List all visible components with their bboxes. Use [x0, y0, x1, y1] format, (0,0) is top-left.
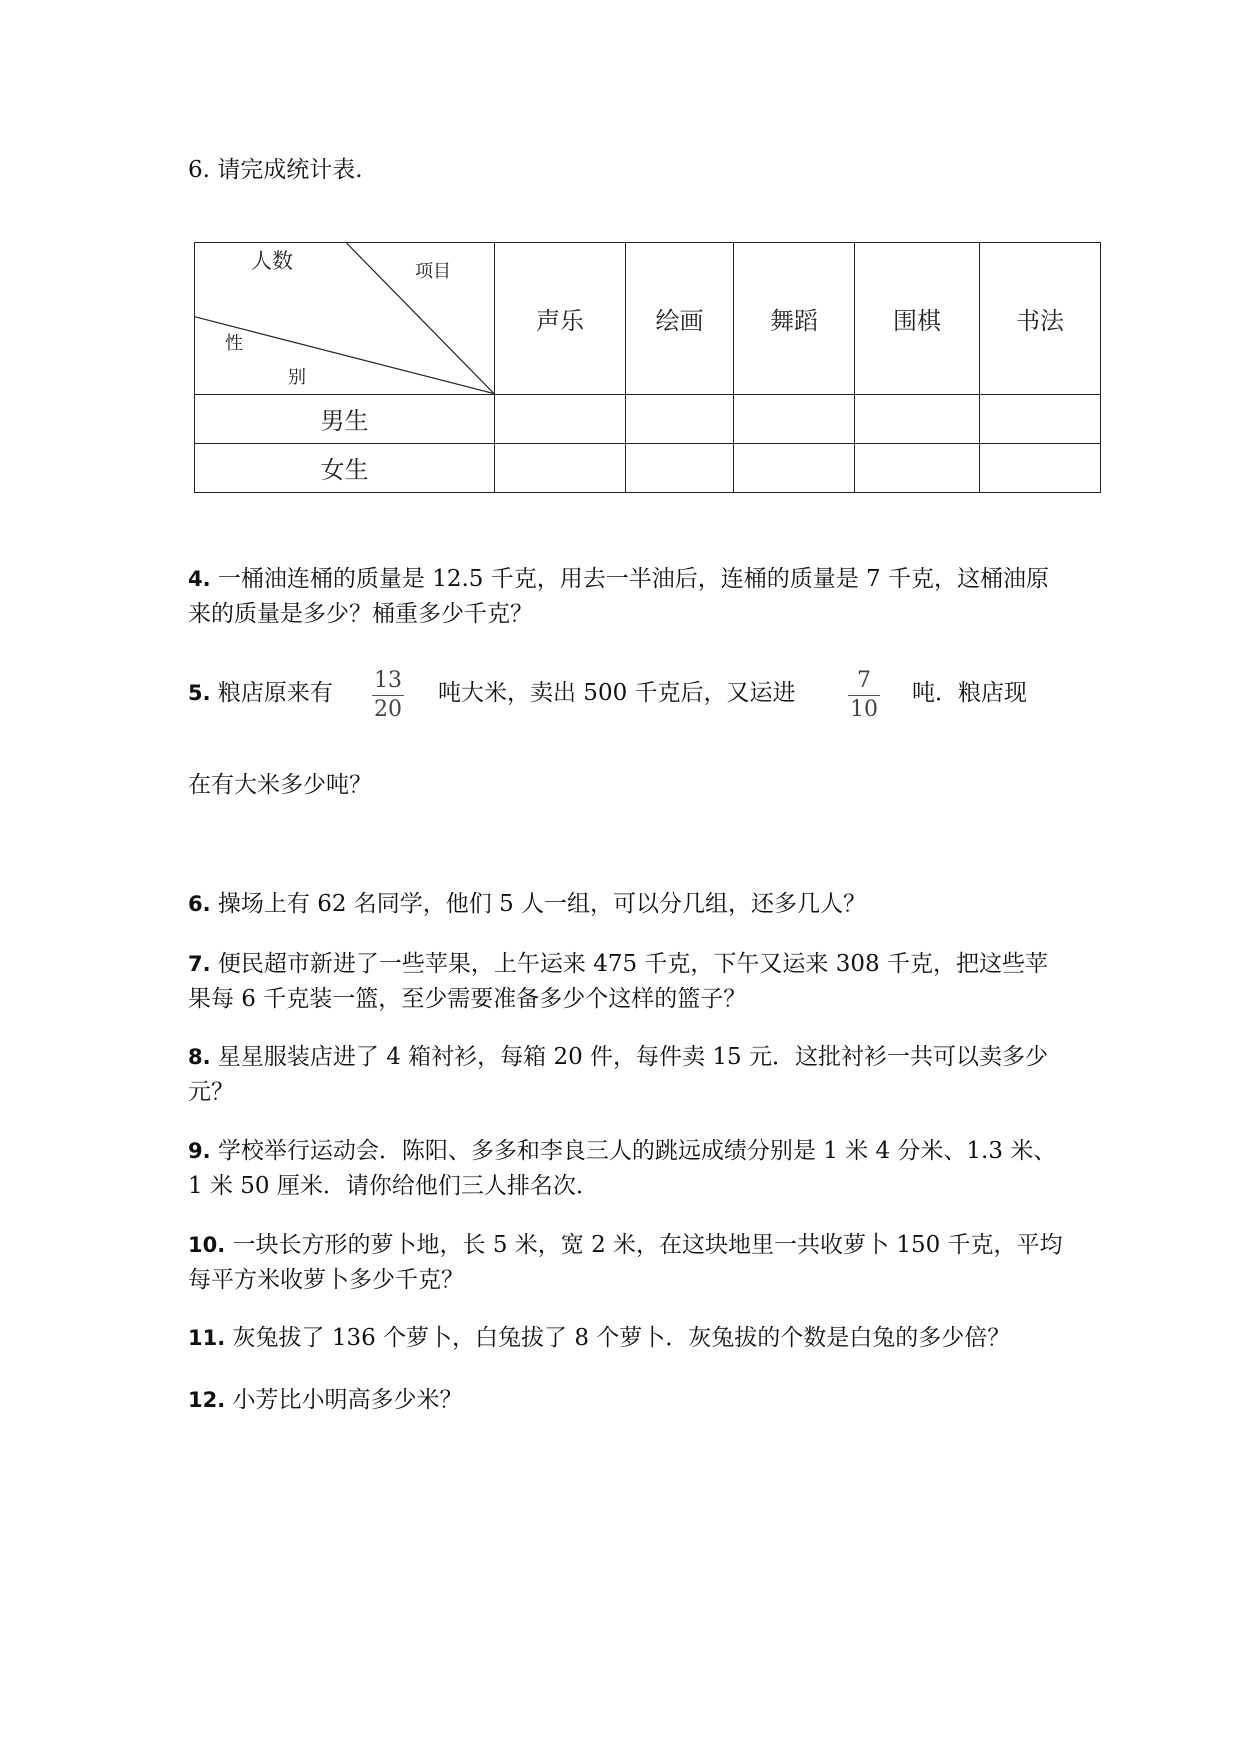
- question-number: 4.: [188, 567, 211, 591]
- corner-label-people: 人数: [251, 249, 293, 273]
- question-text-part: 在有大米多少吨？: [188, 772, 372, 798]
- question-text-part: 粮店原来有: [217, 680, 333, 706]
- row-header: 女生: [195, 443, 495, 492]
- column-header: 绘画: [626, 243, 734, 395]
- column-header: 围棋: [855, 243, 980, 395]
- question-number: 8.: [188, 1045, 211, 1069]
- fraction-7-10: [848, 668, 880, 723]
- question-7: [188, 947, 1068, 1017]
- table-row: [195, 394, 1101, 443]
- row-header: 男生: [195, 394, 495, 443]
- fraction-numerator: 13: [374, 668, 402, 693]
- blank-cell[interactable]: [980, 443, 1101, 492]
- question-number: 6.: [188, 892, 211, 916]
- fraction-13-20: [372, 668, 404, 723]
- question-9: [188, 1134, 1068, 1204]
- question-text-part: 吨大米，卖出 500 千克后，又运进: [438, 680, 796, 706]
- table-row: [195, 443, 1101, 492]
- fraction-denominator: 10: [850, 697, 878, 722]
- blank-cell[interactable]: [734, 394, 855, 443]
- question-text: 一桶油连桶的质量是 12.5 千克，用去一半油后，连桶的质量是 7 千克，这桶油原来的质量是多少？桶重多少千克？: [188, 566, 1049, 627]
- question-text: 星星服装店进了 4 箱衬衫，每箱 20 件，每件卖 15 元．这批衬衫一共可以卖多少元？: [188, 1044, 1048, 1105]
- corner-label-item: 项目: [415, 261, 451, 282]
- blank-cell[interactable]: [626, 443, 734, 492]
- question-5-lead: [188, 676, 333, 711]
- blank-cell[interactable]: [626, 394, 734, 443]
- statistics-question-title: 6. 请完成统计表.: [188, 157, 363, 183]
- question-number: 12.: [188, 1388, 226, 1412]
- corner-label-gender-2: 别: [288, 367, 306, 388]
- table-corner-cell: [195, 243, 495, 395]
- question-number: 7.: [188, 952, 211, 976]
- corner-label-gender-1: 性: [225, 333, 243, 354]
- question-8: [188, 1040, 1068, 1110]
- question-text: 便民超市新进了一些苹果，上午运来 475 千克，下午又运来 308 千克，把这些苹果每 6 千克装一篮，至少需要准备多少个这样的篮子？: [188, 951, 1048, 1012]
- fraction-numerator: 7: [857, 668, 871, 693]
- fraction-denominator: 20: [374, 697, 402, 722]
- blank-cell[interactable]: [495, 443, 626, 492]
- question-4: [188, 562, 1068, 632]
- fraction-bar: [848, 695, 880, 696]
- question-number: 5.: [188, 681, 211, 705]
- fraction-bar: [372, 695, 404, 696]
- question-text: 一块长方形的萝卜地，长 5 米，宽 2 米，在这块地里一共收萝卜 150 千克，平均每平方米收萝卜多少千克？: [188, 1232, 1063, 1293]
- question-11: [188, 1321, 1068, 1356]
- question-number: 10.: [188, 1233, 226, 1257]
- blank-cell[interactable]: [855, 394, 980, 443]
- question-6: [188, 887, 1068, 922]
- column-header: 舞蹈: [734, 243, 855, 395]
- question-text: 操场上有 62 名同学，他们 5 人一组，可以分几组，还多几人？: [217, 891, 867, 917]
- blank-cell[interactable]: [495, 394, 626, 443]
- column-header: 书法: [980, 243, 1101, 395]
- question-text: 学校举行运动会．陈阳、多多和李良三人的跳远成绩分别是 1 米 4 分米、1.3 米、1 米 50 厘米．请你给他们三人排名次．: [188, 1138, 1057, 1199]
- column-header: 声乐: [495, 243, 626, 395]
- blank-cell[interactable]: [980, 394, 1101, 443]
- question-10: [188, 1228, 1068, 1298]
- statistics-table: [194, 242, 1101, 493]
- blank-cell[interactable]: [855, 443, 980, 492]
- question-text: 小芳比小明高多少米？: [232, 1387, 463, 1413]
- question-12: [188, 1383, 1068, 1418]
- question-number: 11.: [188, 1326, 226, 1350]
- blank-cell[interactable]: [734, 443, 855, 492]
- table-header-row: [195, 243, 1101, 395]
- question-text: 灰兔拔了 136 个萝卜，白兔拔了 8 个萝卜．灰兔拔的个数是白兔的多少倍？: [232, 1325, 1011, 1351]
- question-number: 9.: [188, 1139, 211, 1163]
- question-text-part: 吨．粮店现: [912, 680, 1027, 706]
